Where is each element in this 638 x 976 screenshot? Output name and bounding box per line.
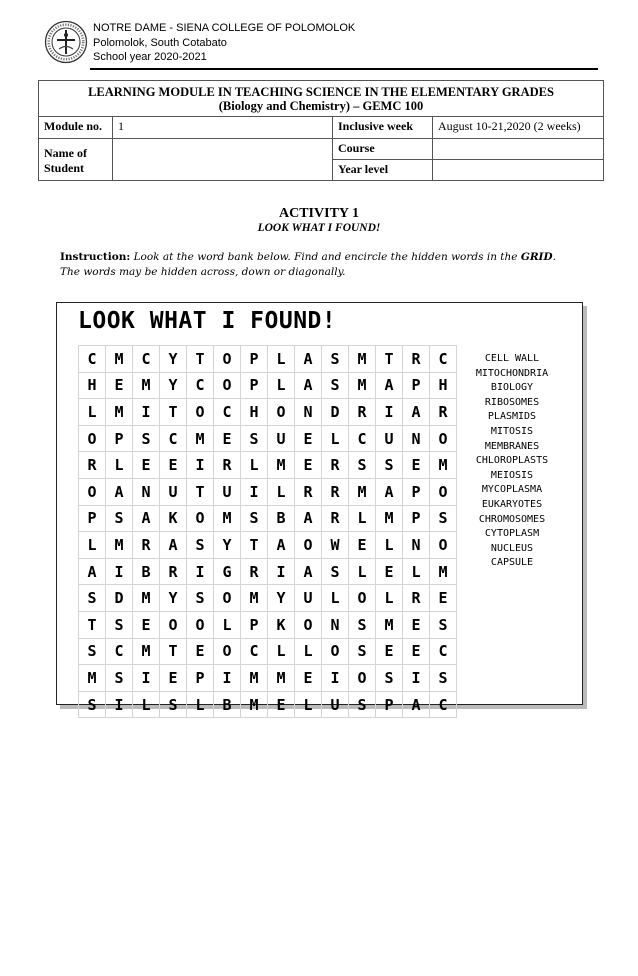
grid-letter-cell[interactable]: T — [376, 346, 403, 373]
grid-letter-cell[interactable]: E — [295, 425, 322, 452]
word-bank-item: RIBOSOMES — [484, 396, 540, 408]
grid-letter-cell[interactable]: I — [241, 478, 268, 505]
grid-letter-cell[interactable]: N — [403, 425, 430, 452]
grid-letter-cell[interactable]: L — [349, 558, 376, 585]
grid-letter-cell[interactable]: A — [268, 532, 295, 559]
grid-letter-cell[interactable]: I — [106, 558, 133, 585]
grid-letter-cell[interactable]: E — [214, 425, 241, 452]
grid-letter-cell[interactable]: U — [268, 425, 295, 452]
grid-letter-cell[interactable]: D — [322, 399, 349, 426]
grid-letter-cell[interactable]: I — [214, 665, 241, 692]
grid-letter-cell[interactable]: O — [349, 665, 376, 692]
grid-letter-cell[interactable]: R — [322, 452, 349, 479]
grid-letter-cell[interactable]: O — [430, 532, 457, 559]
grid-letter-cell[interactable]: Y — [214, 532, 241, 559]
grid-letter-cell[interactable]: H — [79, 372, 106, 399]
grid-letter-cell[interactable]: E — [430, 585, 457, 612]
module-no-value: 1 — [113, 117, 333, 139]
grid-letter-cell[interactable]: O — [295, 611, 322, 638]
grid-letter-cell[interactable]: C — [430, 691, 457, 718]
school-year: School year 2020-2021 — [93, 51, 207, 63]
grid-letter-cell[interactable]: P — [79, 505, 106, 532]
grid-letter-cell[interactable]: S — [79, 585, 106, 612]
instruction-text — [60, 250, 565, 279]
grid-letter-cell[interactable]: L — [295, 691, 322, 718]
grid-letter-cell[interactable]: M — [430, 558, 457, 585]
grid-letter-cell[interactable]: I — [322, 665, 349, 692]
grid-letter-cell[interactable]: O — [214, 372, 241, 399]
instruction-label: Instruction: — [60, 251, 131, 263]
grid-letter-cell[interactable]: G — [214, 558, 241, 585]
grid-letter-cell[interactable]: C — [160, 425, 187, 452]
grid-row — [79, 452, 457, 479]
grid-letter-cell[interactable]: P — [241, 372, 268, 399]
grid-letter-cell[interactable]: E — [160, 665, 187, 692]
inclusive-week-value: August 10-21,2020 (2 weeks) — [433, 117, 604, 139]
word-bank-item: MYCOPLASMA — [481, 484, 543, 496]
grid-letter-cell[interactable]: L — [403, 558, 430, 585]
grid-letter-cell[interactable]: S — [430, 665, 457, 692]
grid-row — [79, 532, 457, 559]
grid-letter-cell[interactable]: A — [106, 478, 133, 505]
grid-letter-cell[interactable]: A — [295, 372, 322, 399]
puzzle-title: LOOK WHAT I FOUND! — [78, 308, 337, 334]
grid-letter-cell[interactable]: M — [430, 452, 457, 479]
word-bank-item: PLASMIDS — [487, 411, 537, 423]
grid-letter-cell[interactable]: O — [214, 346, 241, 373]
grid-letter-cell[interactable]: O — [295, 532, 322, 559]
grid-row — [79, 372, 457, 399]
grid-letter-cell[interactable]: O — [187, 611, 214, 638]
grid-letter-cell[interactable]: R — [403, 585, 430, 612]
module-title — [39, 81, 604, 117]
grid-letter-cell[interactable]: S — [241, 505, 268, 532]
word-search-grid — [78, 345, 457, 718]
grid-letter-cell[interactable]: R — [79, 452, 106, 479]
grid-letter-cell[interactable]: T — [160, 638, 187, 665]
header-rule — [90, 68, 598, 70]
grid-letter-cell[interactable]: I — [133, 665, 160, 692]
grid-letter-cell[interactable]: C — [187, 372, 214, 399]
grid-letter-cell[interactable]: T — [241, 532, 268, 559]
grid-letter-cell[interactable]: O — [79, 425, 106, 452]
grid-letter-cell[interactable]: R — [430, 399, 457, 426]
grid-letter-cell[interactable]: E — [349, 532, 376, 559]
grid-letter-cell[interactable]: O — [214, 638, 241, 665]
grid-letter-cell[interactable]: A — [79, 558, 106, 585]
grid-letter-cell[interactable]: R — [322, 478, 349, 505]
grid-letter-cell[interactable]: M — [214, 505, 241, 532]
grid-letter-cell[interactable]: S — [79, 638, 106, 665]
grid-letter-cell[interactable]: A — [403, 691, 430, 718]
grid-letter-cell[interactable]: R — [214, 452, 241, 479]
grid-letter-cell[interactable]: C — [349, 425, 376, 452]
grid-letter-cell[interactable]: O — [430, 425, 457, 452]
grid-letter-cell[interactable]: S — [106, 611, 133, 638]
grid-letter-cell[interactable]: B — [214, 691, 241, 718]
grid-letter-cell[interactable]: A — [376, 478, 403, 505]
course-field[interactable] — [433, 139, 604, 160]
grid-letter-cell[interactable]: S — [430, 505, 457, 532]
grid-letter-cell[interactable]: U — [295, 585, 322, 612]
grid-letter-cell[interactable]: E — [376, 638, 403, 665]
grid-letter-cell[interactable]: K — [268, 611, 295, 638]
grid-letter-cell[interactable]: Y — [160, 585, 187, 612]
course-label: Course — [338, 141, 375, 155]
grid-letter-cell[interactable]: L — [79, 399, 106, 426]
grid-letter-cell[interactable]: I — [187, 558, 214, 585]
grid-letter-cell[interactable]: R — [295, 478, 322, 505]
grid-letter-cell[interactable]: L — [349, 505, 376, 532]
grid-letter-cell[interactable]: S — [349, 611, 376, 638]
grid-letter-cell[interactable]: L — [322, 585, 349, 612]
grid-letter-cell[interactable]: S — [322, 372, 349, 399]
grid-letter-cell[interactable]: I — [376, 399, 403, 426]
grid-letter-cell[interactable]: M — [349, 478, 376, 505]
word-bank-item: MEMBRANES — [484, 440, 540, 452]
grid-row — [79, 638, 457, 665]
module-title-line2: (Biology and Chemistry) – GEMC 100 — [218, 99, 424, 113]
grid-letter-cell[interactable]: H — [241, 399, 268, 426]
grid-letter-cell[interactable]: U — [214, 478, 241, 505]
grid-row — [79, 611, 457, 638]
grid-letter-cell[interactable]: C — [430, 638, 457, 665]
grid-letter-cell[interactable]: R — [322, 505, 349, 532]
instruction-body-1: Look at the word bank below. Find and encircle the hidden words in the — [133, 251, 518, 263]
grid-letter-cell[interactable]: M — [349, 346, 376, 373]
activity-title: ACTIVITY 1 — [279, 206, 359, 221]
grid-letter-cell[interactable]: A — [403, 399, 430, 426]
grid-letter-cell[interactable]: E — [403, 452, 430, 479]
grid-row — [79, 558, 457, 585]
word-bank-item: MEIOSIS — [490, 469, 534, 481]
grid-letter-cell[interactable]: L — [268, 638, 295, 665]
grid-letter-cell[interactable]: Y — [268, 585, 295, 612]
grid-letter-cell[interactable]: B — [268, 505, 295, 532]
word-bank-item: CHLOROPLASTS — [475, 455, 549, 467]
grid-letter-cell[interactable]: L — [322, 425, 349, 452]
grid-letter-cell[interactable]: O — [268, 399, 295, 426]
word-bank — [462, 352, 562, 571]
grid-letter-cell[interactable]: S — [430, 611, 457, 638]
grid-letter-cell[interactable]: M — [187, 425, 214, 452]
grid-letter-cell[interactable]: C — [133, 346, 160, 373]
grid-row — [79, 399, 457, 426]
instruction-body-2: . The words may be hidden across, down or diagonally. — [60, 251, 556, 278]
grid-letter-cell[interactable]: L — [268, 372, 295, 399]
grid-letter-cell[interactable]: I — [106, 691, 133, 718]
grid-letter-cell[interactable]: C — [106, 638, 133, 665]
grid-letter-cell[interactable]: I — [187, 452, 214, 479]
activity-subtitle: LOOK WHAT I FOUND! — [257, 222, 381, 234]
grid-letter-cell[interactable]: I — [133, 399, 160, 426]
grid-letter-cell[interactable]: M — [376, 611, 403, 638]
grid-row — [79, 425, 457, 452]
grid-letter-cell[interactable]: E — [403, 611, 430, 638]
grid-letter-cell[interactable]: P — [403, 505, 430, 532]
grid-letter-cell[interactable]: E — [295, 665, 322, 692]
grid-letter-cell[interactable]: M — [106, 346, 133, 373]
grid-letter-cell[interactable]: M — [133, 585, 160, 612]
word-bank-item: CAPSULE — [490, 557, 534, 569]
grid-letter-cell[interactable]: O — [187, 505, 214, 532]
grid-letter-cell[interactable]: C — [241, 638, 268, 665]
word-bank-item: MITOSIS — [490, 425, 534, 437]
word-bank-item: CHROMOSOMES — [478, 513, 546, 525]
grid-row — [79, 346, 457, 373]
grid-letter-cell[interactable]: P — [403, 478, 430, 505]
grid-letter-cell[interactable]: N — [133, 478, 160, 505]
grid-letter-cell[interactable]: R — [241, 558, 268, 585]
grid-letter-cell[interactable]: S — [376, 665, 403, 692]
grid-letter-cell[interactable]: A — [376, 372, 403, 399]
grid-letter-cell[interactable]: A — [133, 505, 160, 532]
grid-letter-cell[interactable]: M — [79, 665, 106, 692]
grid-letter-cell[interactable]: S — [106, 665, 133, 692]
grid-letter-cell[interactable]: N — [403, 532, 430, 559]
grid-letter-cell[interactable]: Y — [160, 346, 187, 373]
module-info-table — [38, 80, 604, 181]
grid-letter-cell[interactable]: M — [241, 691, 268, 718]
word-bank-item: BIOLOGY — [490, 382, 534, 394]
grid-letter-cell[interactable]: L — [268, 478, 295, 505]
grid-letter-cell[interactable]: L — [241, 452, 268, 479]
grid-letter-cell[interactable]: I — [268, 558, 295, 585]
grid-letter-cell[interactable]: S — [106, 505, 133, 532]
grid-letter-cell[interactable]: O — [430, 478, 457, 505]
name-of-student-label: Name of Student — [44, 145, 87, 175]
grid-letter-cell[interactable]: S — [349, 452, 376, 479]
grid-letter-cell[interactable]: S — [133, 425, 160, 452]
module-no-label: Module no. — [44, 119, 103, 133]
grid-letter-cell[interactable]: O — [322, 638, 349, 665]
grid-letter-cell[interactable]: M — [241, 585, 268, 612]
grid-letter-cell[interactable]: E — [133, 611, 160, 638]
grid-letter-cell[interactable]: A — [160, 532, 187, 559]
grid-letter-cell[interactable]: E — [133, 452, 160, 479]
grid-row — [79, 478, 457, 505]
grid-letter-cell[interactable]: M — [376, 505, 403, 532]
grid-letter-cell[interactable]: M — [106, 532, 133, 559]
grid-letter-cell[interactable]: T — [79, 611, 106, 638]
grid-letter-cell[interactable]: R — [160, 558, 187, 585]
grid-letter-cell[interactable]: S — [349, 691, 376, 718]
grid-letter-cell[interactable]: R — [403, 346, 430, 373]
grid-letter-cell[interactable]: R — [349, 399, 376, 426]
year-level-label: Year level — [338, 162, 389, 176]
grid-row — [79, 665, 457, 692]
word-bank-item: CELL WALL — [484, 353, 540, 364]
grid-letter-cell[interactable]: L — [376, 532, 403, 559]
grid-letter-cell[interactable]: M — [106, 399, 133, 426]
grid-letter-cell[interactable]: I — [403, 665, 430, 692]
grid-letter-cell[interactable]: O — [160, 611, 187, 638]
grid-letter-cell[interactable]: M — [241, 665, 268, 692]
grid-letter-cell[interactable]: L — [268, 346, 295, 373]
grid-letter-cell[interactable]: Y — [160, 372, 187, 399]
school-name: NOTRE DAME - SIENA COLLEGE OF POLOMOLOK — [93, 22, 356, 34]
module-title-line1: LEARNING MODULE IN TEACHING SCIENCE IN THE ELEMENTARY GRADES — [88, 85, 554, 99]
grid-letter-cell[interactable]: W — [322, 532, 349, 559]
word-bank-item: CYTOPLASM — [484, 528, 540, 540]
word-bank-item: EUKARYOTES — [481, 498, 543, 510]
inclusive-week-label: Inclusive week — [338, 119, 413, 133]
grid-letter-cell[interactable]: L — [295, 638, 322, 665]
grid-letter-cell[interactable]: M — [268, 452, 295, 479]
word-bank-item: NUCLEUS — [490, 542, 534, 554]
grid-letter-cell[interactable]: S — [322, 558, 349, 585]
grid-letter-cell[interactable]: N — [295, 399, 322, 426]
grid-letter-cell[interactable]: E — [160, 452, 187, 479]
student-name-field[interactable] — [113, 139, 333, 181]
grid-letter-cell[interactable]: L — [214, 611, 241, 638]
grid-letter-cell[interactable]: T — [160, 399, 187, 426]
grid-letter-cell[interactable]: N — [322, 611, 349, 638]
grid-letter-cell[interactable]: O — [349, 585, 376, 612]
grid-letter-cell[interactable]: A — [295, 346, 322, 373]
grid-letter-cell[interactable]: B — [133, 558, 160, 585]
grid-letter-cell[interactable]: O — [79, 478, 106, 505]
grid-letter-cell[interactable]: C — [430, 346, 457, 373]
grid-letter-cell[interactable]: E — [106, 372, 133, 399]
grid-letter-cell[interactable]: M — [133, 372, 160, 399]
school-location: Polomolok, South Cotabato — [93, 36, 227, 49]
grid-letter-cell[interactable]: S — [187, 585, 214, 612]
grid-letter-cell[interactable]: A — [295, 558, 322, 585]
grid-letter-cell[interactable]: S — [376, 452, 403, 479]
grid-letter-cell[interactable]: U — [376, 425, 403, 452]
grid-letter-cell[interactable]: H — [430, 372, 457, 399]
grid-letter-cell[interactable]: M — [268, 665, 295, 692]
grid-letter-cell[interactable]: S — [322, 346, 349, 373]
grid-letter-cell[interactable]: U — [322, 691, 349, 718]
grid-letter-cell[interactable]: C — [79, 346, 106, 373]
grid-letter-cell[interactable]: S — [241, 425, 268, 452]
grid-letter-cell[interactable]: M — [349, 372, 376, 399]
grid-letter-cell[interactable]: E — [295, 452, 322, 479]
grid-letter-cell[interactable]: L — [187, 691, 214, 718]
grid-letter-cell[interactable]: E — [268, 691, 295, 718]
grid-letter-cell[interactable]: M — [133, 638, 160, 665]
grid-letter-cell[interactable]: U — [160, 478, 187, 505]
grid-row — [79, 505, 457, 532]
grid-row — [79, 585, 457, 612]
grid-letter-cell[interactable]: L — [106, 452, 133, 479]
grid-letter-cell[interactable]: C — [214, 399, 241, 426]
school-seal-logo — [44, 20, 88, 64]
year-level-field[interactable] — [433, 160, 604, 181]
grid-letter-cell[interactable]: T — [187, 478, 214, 505]
instruction-grid-word: GRID — [520, 251, 553, 263]
grid-row — [79, 691, 457, 718]
grid-letter-cell[interactable]: O — [214, 585, 241, 612]
grid-letter-cell[interactable]: E — [376, 558, 403, 585]
grid-letter-cell[interactable]: P — [241, 346, 268, 373]
word-bank-item: MITOCHONDRIA — [475, 367, 549, 379]
grid-letter-cell[interactable]: L — [133, 691, 160, 718]
grid-letter-cell[interactable]: S — [160, 691, 187, 718]
grid-letter-cell[interactable]: S — [349, 638, 376, 665]
grid-letter-cell[interactable]: R — [133, 532, 160, 559]
grid-letter-cell[interactable]: A — [295, 505, 322, 532]
grid-letter-cell[interactable]: P — [187, 665, 214, 692]
grid-letter-cell[interactable]: L — [79, 532, 106, 559]
grid-letter-cell[interactable]: P — [106, 425, 133, 452]
grid-letter-cell[interactable]: D — [106, 585, 133, 612]
grid-letter-cell[interactable]: P — [376, 691, 403, 718]
grid-letter-cell[interactable]: T — [187, 346, 214, 373]
grid-letter-cell[interactable]: S — [79, 691, 106, 718]
grid-letter-cell[interactable]: O — [187, 399, 214, 426]
grid-letter-cell[interactable]: K — [160, 505, 187, 532]
grid-letter-cell[interactable]: S — [187, 532, 214, 559]
grid-letter-cell[interactable]: E — [187, 638, 214, 665]
grid-letter-cell[interactable]: P — [241, 611, 268, 638]
grid-letter-cell[interactable]: P — [403, 372, 430, 399]
grid-letter-cell[interactable]: L — [376, 585, 403, 612]
grid-letter-cell[interactable]: E — [403, 638, 430, 665]
